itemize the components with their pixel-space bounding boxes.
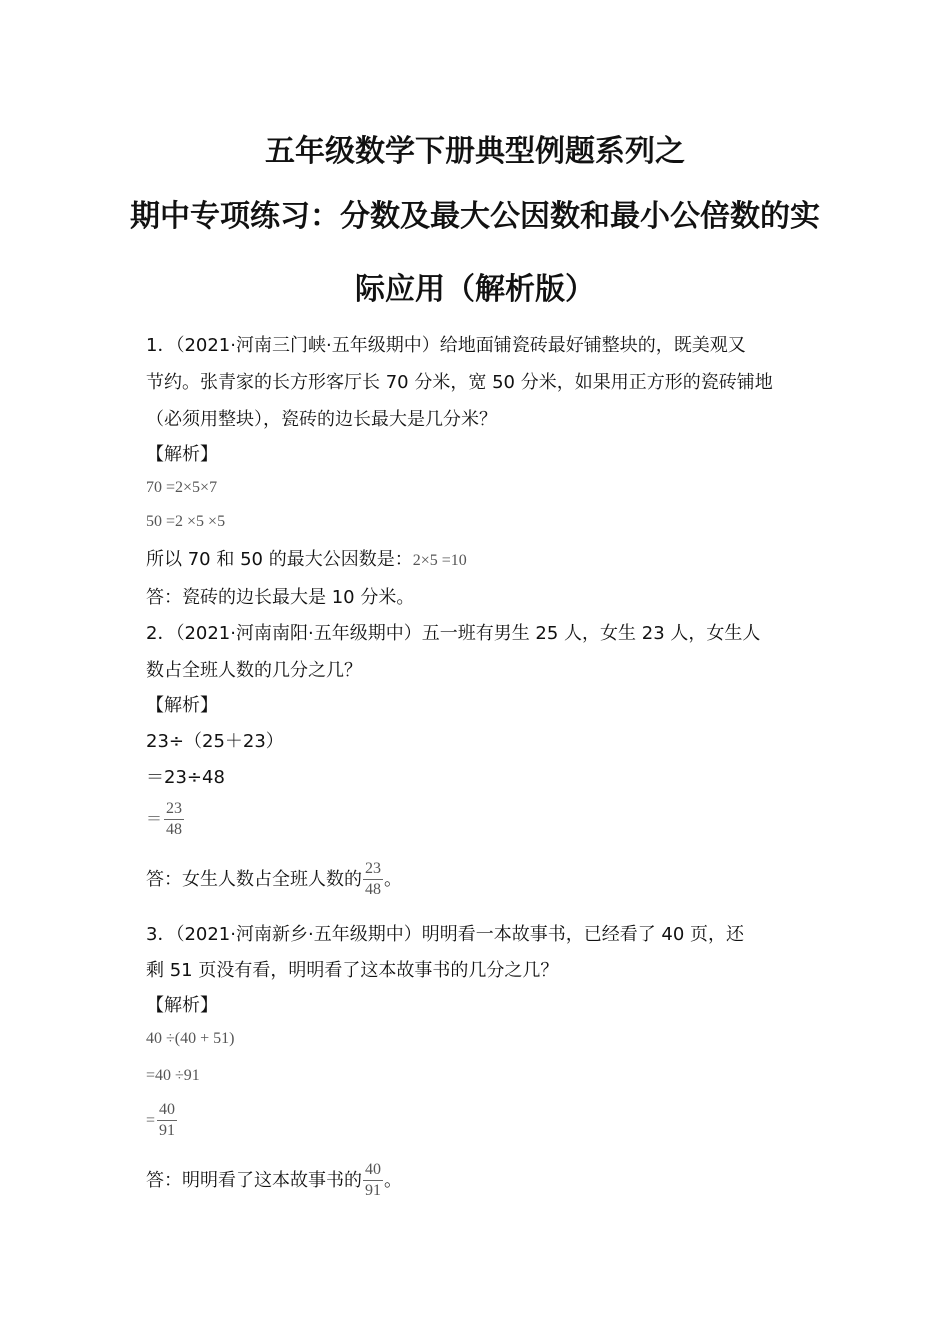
q3-answer <box>146 1161 402 1201</box>
fraction-denominator: 48 <box>365 881 381 899</box>
q2-step-2: ＝23÷48 <box>146 767 225 788</box>
q2-text-line-1: 2．（2021·河南南阳·五年级期中）五一班有男生 25 人，女生 23 人，女生人 <box>146 623 761 644</box>
q3-step-3 <box>146 1101 178 1141</box>
title-line-2: 期中专项练习：分数及最大公因数和最小公倍数的实 <box>130 199 820 234</box>
q3-text-line-1: 3．（2021·河南新乡·五年级期中）明明看一本故事书，已经看了 40 页，还 <box>146 924 745 945</box>
q2-step-3-equals: ＝ <box>146 810 163 828</box>
q3-step-3-equals: = <box>146 1111 156 1129</box>
q3-text-line-2: 剩 51 页没有看，明明看了这本故事书的几分之几？ <box>146 960 559 981</box>
fraction-numerator: 23 <box>363 860 383 880</box>
q2-answer-suffix: 。 <box>384 868 402 890</box>
q1-text-line-1: 1．（2021·河南三门峡·五年级期中）给地面铺瓷砖最好铺整块的，既美观又 <box>146 335 746 356</box>
fraction-denominator: 48 <box>166 821 183 839</box>
q3-step-2: =40 ÷91 <box>146 1067 200 1084</box>
title-line-3: 际应用（解析版） <box>355 272 595 307</box>
fraction-numerator: 40 <box>363 1161 383 1181</box>
q1-factor-50: 50 =2 ×5 ×5 <box>146 513 226 530</box>
q2-step-1: 23÷（25＋23） <box>146 731 284 752</box>
q2-step-3-fraction <box>164 800 184 840</box>
q1-jiexi-heading: 【解析】 <box>146 444 218 465</box>
fraction-numerator: 23 <box>164 800 184 820</box>
q1-text-line-3: （必须用整块），瓷砖的边长最大是几分米？ <box>146 409 497 430</box>
q1-answer: 答：瓷砖的边长最大是 10 分米。 <box>146 587 415 608</box>
q2-jiexi-heading: 【解析】 <box>146 695 218 716</box>
q2-text-line-2: 数占全班人数的几分之几？ <box>146 660 362 681</box>
q3-step-1: 40 ÷(40 + 51) <box>146 1030 235 1047</box>
q1-result-text: 所以 70 和 50 的最大公因数是： <box>146 549 413 570</box>
title-line-1: 五年级数学下册典型例题系列之 <box>265 134 685 169</box>
q3-answer-fraction <box>363 1161 383 1201</box>
fraction-numerator: 40 <box>157 1101 177 1121</box>
q3-step-3-fraction <box>157 1101 177 1141</box>
q2-step-3 <box>146 800 185 840</box>
q3-jiexi-heading: 【解析】 <box>146 995 218 1016</box>
fraction-denominator: 91 <box>159 1122 176 1140</box>
q3-answer-prefix: 答：明明看了这本故事书的 <box>146 1169 362 1191</box>
q3-answer-suffix: 。 <box>384 1169 402 1191</box>
q2-answer-prefix: 答：女生人数占全班人数的 <box>146 868 362 890</box>
fraction-denominator: 91 <box>365 1182 381 1200</box>
q1-result-line <box>146 551 467 569</box>
q2-answer <box>146 860 402 900</box>
q1-text-line-2: 节约。张青家的长方形客厅长 70 分米，宽 50 分米，如果用正方形的瓷砖铺地 <box>146 372 773 393</box>
q2-answer-fraction <box>363 860 383 900</box>
q1-factor-70: 70 =2×5×7 <box>146 479 218 496</box>
q1-result-math: 2×5 =10 <box>412 552 467 569</box>
